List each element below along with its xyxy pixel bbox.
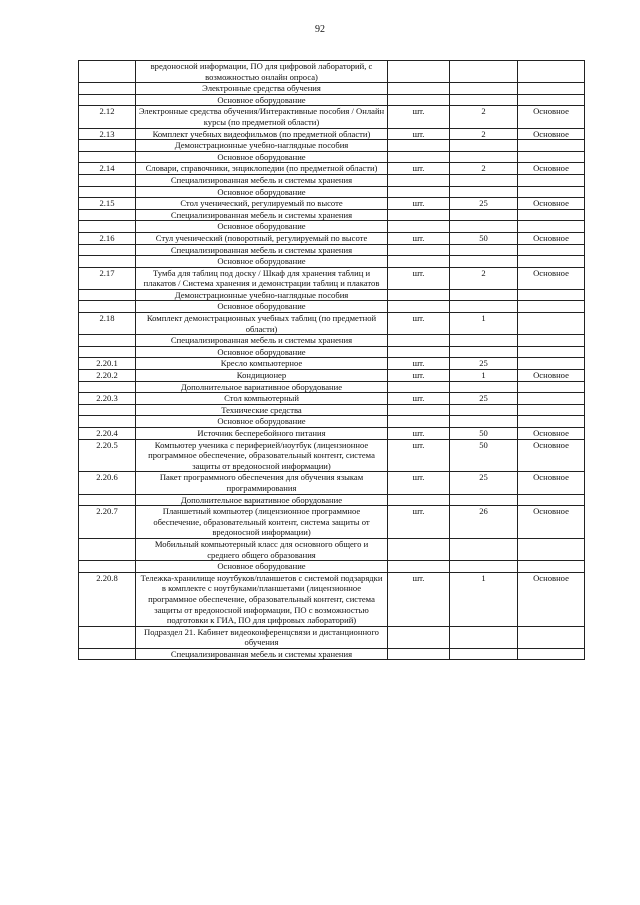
section-row (79, 346, 585, 358)
section-empty-num-cell (79, 221, 136, 233)
equipment-table (78, 60, 585, 660)
item-type-cell: Основное (518, 506, 585, 539)
section-empty-type-cell (518, 209, 585, 221)
section-title-cell: Основное оборудование (136, 221, 388, 233)
item-number-cell: 2.20.6 (79, 472, 136, 494)
section-empty-type-cell (518, 416, 585, 428)
section-empty-qty-cell (450, 404, 518, 416)
section-empty-num-cell (79, 244, 136, 256)
section-empty-type-cell (518, 256, 585, 268)
section-title-cell: Демонстрационные учебно-наглядные пособия (136, 140, 388, 152)
section-empty-unit-cell (388, 151, 450, 163)
section-empty-num-cell (79, 174, 136, 186)
section-empty-type-cell (518, 404, 585, 416)
section-empty-unit-cell (388, 648, 450, 660)
section-empty-unit-cell (388, 301, 450, 313)
section-empty-unit-cell (388, 256, 450, 268)
section-title-cell: Специализированная мебель и системы хранения (136, 174, 388, 186)
section-empty-unit-cell (388, 221, 450, 233)
item-name-cell: Планшетный компьютер (лицензионное программное обеспечение, образовательный контент, система защиты от вредоносной информации) (136, 506, 388, 539)
item-unit-cell: шт. (388, 572, 450, 626)
section-empty-type-cell (518, 151, 585, 163)
section-empty-num-cell (79, 494, 136, 506)
item-quantity-cell: 50 (450, 428, 518, 440)
item-row (79, 313, 585, 335)
section-empty-unit-cell (388, 83, 450, 95)
item-number-cell: 2.13 (79, 128, 136, 140)
section-empty-type-cell (518, 494, 585, 506)
section-empty-qty-cell (450, 186, 518, 198)
item-number-cell: 2.20.3 (79, 393, 136, 405)
section-row (79, 626, 585, 648)
section-empty-type-cell (518, 335, 585, 347)
section-row (79, 140, 585, 152)
section-title-cell: Основное оборудование (136, 346, 388, 358)
section-empty-qty-cell (450, 538, 518, 560)
item-number-cell: 2.20.7 (79, 506, 136, 539)
section-empty-num-cell (79, 83, 136, 95)
item-quantity-cell: 2 (450, 163, 518, 175)
item-name-cell: Кондиционер (136, 370, 388, 382)
item-number-cell: 2.15 (79, 198, 136, 210)
item-unit-cell: шт. (388, 267, 450, 289)
section-empty-qty-cell (450, 174, 518, 186)
item-row (79, 572, 585, 626)
item-name-cell: Кресло компьютерное (136, 358, 388, 370)
section-row (79, 335, 585, 347)
section-empty-qty-cell (450, 648, 518, 660)
section-empty-type-cell (518, 221, 585, 233)
section-row (79, 416, 585, 428)
section-empty-num-cell (79, 151, 136, 163)
section-empty-type-cell (518, 626, 585, 648)
section-empty-unit-cell (388, 404, 450, 416)
section-title-cell: Демонстрационные учебно-наглядные пособия (136, 289, 388, 301)
section-empty-qty-cell (450, 335, 518, 347)
section-row (79, 244, 585, 256)
section-empty-qty-cell (450, 626, 518, 648)
section-empty-num-cell (79, 626, 136, 648)
item-number-cell (79, 61, 136, 83)
item-type-cell (518, 313, 585, 335)
section-empty-qty-cell (450, 381, 518, 393)
section-empty-qty-cell (450, 221, 518, 233)
section-row (79, 301, 585, 313)
section-empty-unit-cell (388, 289, 450, 301)
section-empty-num-cell (79, 289, 136, 301)
section-title-cell: Подраздел 21. Кабинет видеоконференцсвязи и дистанционного обучения (136, 626, 388, 648)
item-row (79, 232, 585, 244)
item-unit-cell: шт. (388, 393, 450, 405)
section-empty-num-cell (79, 538, 136, 560)
section-title-cell: Специализированная мебель и системы хранения (136, 335, 388, 347)
section-empty-qty-cell (450, 301, 518, 313)
section-empty-num-cell (79, 140, 136, 152)
section-empty-type-cell (518, 561, 585, 573)
section-empty-qty-cell (450, 151, 518, 163)
item-number-cell: 2.20.4 (79, 428, 136, 440)
section-empty-type-cell (518, 346, 585, 358)
section-empty-qty-cell (450, 94, 518, 106)
item-name-cell: Тележка-хранилище ноутбуков/планшетов с системой подзарядки в комплекте с ноутбуками/планшетами (лицензионное программное обеспечение, образовательный контент, система защиты от вредоносной информации, ПО с возможностью подготовки к ГИА, ПО для цифровых лабораторий) (136, 572, 388, 626)
section-empty-num-cell (79, 256, 136, 268)
item-type-cell: Основное (518, 439, 585, 472)
item-type-cell: Основное (518, 163, 585, 175)
section-empty-type-cell (518, 244, 585, 256)
item-name-cell: Комплект учебных видеофильмов (по предметной области) (136, 128, 388, 140)
section-title-cell: Основное оборудование (136, 416, 388, 428)
section-empty-num-cell (79, 561, 136, 573)
section-row (79, 83, 585, 95)
item-unit-cell: шт. (388, 370, 450, 382)
section-row (79, 538, 585, 560)
page-number: 92 (315, 24, 325, 35)
section-empty-unit-cell (388, 94, 450, 106)
item-unit-cell (388, 61, 450, 83)
item-name-cell: Компьютер ученика с периферией/ноутбук (лицензионное программное обеспечение, образовательный контент, система защиты от вредоносной информации) (136, 439, 388, 472)
item-number-cell: 2.17 (79, 267, 136, 289)
item-quantity-cell: 1 (450, 572, 518, 626)
item-quantity-cell (450, 61, 518, 83)
item-quantity-cell: 25 (450, 393, 518, 405)
item-quantity-cell: 2 (450, 106, 518, 128)
item-row (79, 198, 585, 210)
section-empty-qty-cell (450, 416, 518, 428)
section-empty-num-cell (79, 94, 136, 106)
item-name-cell: Пакет программного обеспечения для обучения языкам программирования (136, 472, 388, 494)
item-name-cell: вредоносной информации, ПО для цифровой лабораторий, с возможностью онлайн опроса) (136, 61, 388, 83)
section-title-cell: Специализированная мебель и системы хранения (136, 244, 388, 256)
section-empty-type-cell (518, 83, 585, 95)
item-unit-cell: шт. (388, 472, 450, 494)
item-row (79, 472, 585, 494)
item-row (79, 163, 585, 175)
item-quantity-cell: 50 (450, 439, 518, 472)
section-empty-qty-cell (450, 494, 518, 506)
section-title-cell: Мобильный компьютерный класс для основного общего и среднего общего образования (136, 538, 388, 560)
section-row (79, 256, 585, 268)
item-number-cell: 2.16 (79, 232, 136, 244)
section-row (79, 381, 585, 393)
item-unit-cell: шт. (388, 506, 450, 539)
item-row (79, 428, 585, 440)
section-empty-type-cell (518, 538, 585, 560)
item-quantity-cell: 2 (450, 267, 518, 289)
item-number-cell: 2.12 (79, 106, 136, 128)
section-row (79, 186, 585, 198)
item-row (79, 61, 585, 83)
item-type-cell: Основное (518, 572, 585, 626)
section-title-cell: Основное оборудование (136, 151, 388, 163)
section-empty-type-cell (518, 186, 585, 198)
item-type-cell: Основное (518, 472, 585, 494)
section-row (79, 151, 585, 163)
section-empty-num-cell (79, 404, 136, 416)
item-unit-cell: шт. (388, 198, 450, 210)
item-name-cell: Тумба для таблиц под доску / Шкаф для хранения таблиц и плакатов / Система хранения и демонстрации таблиц и плакатов (136, 267, 388, 289)
item-row (79, 267, 585, 289)
section-title-cell: Технические средства (136, 404, 388, 416)
item-row (79, 128, 585, 140)
item-type-cell (518, 393, 585, 405)
item-type-cell: Основное (518, 198, 585, 210)
section-empty-type-cell (518, 140, 585, 152)
section-empty-type-cell (518, 94, 585, 106)
section-empty-unit-cell (388, 186, 450, 198)
item-type-cell: Основное (518, 370, 585, 382)
section-title-cell: Основное оборудование (136, 186, 388, 198)
item-unit-cell: шт. (388, 439, 450, 472)
section-empty-qty-cell (450, 209, 518, 221)
item-type-cell: Основное (518, 128, 585, 140)
section-empty-unit-cell (388, 626, 450, 648)
item-row (79, 370, 585, 382)
item-row (79, 106, 585, 128)
item-quantity-cell: 1 (450, 370, 518, 382)
section-title-cell: Электронные средства обучения (136, 83, 388, 95)
section-title-cell: Специализированная мебель и системы хранения (136, 209, 388, 221)
item-type-cell: Основное (518, 267, 585, 289)
section-row (79, 174, 585, 186)
item-quantity-cell: 2 (450, 128, 518, 140)
section-row (79, 494, 585, 506)
item-number-cell: 2.20.2 (79, 370, 136, 382)
section-empty-unit-cell (388, 244, 450, 256)
section-empty-unit-cell (388, 209, 450, 221)
section-row (79, 404, 585, 416)
item-unit-cell: шт. (388, 428, 450, 440)
section-title-cell: Специализированная мебель и системы хранения (136, 648, 388, 660)
section-empty-num-cell (79, 346, 136, 358)
item-type-cell (518, 358, 585, 370)
section-empty-unit-cell (388, 174, 450, 186)
item-quantity-cell: 25 (450, 198, 518, 210)
section-empty-type-cell (518, 174, 585, 186)
section-empty-qty-cell (450, 346, 518, 358)
item-unit-cell: шт. (388, 232, 450, 244)
section-empty-type-cell (518, 301, 585, 313)
item-name-cell: Комплект демонстрационных учебных таблиц (по предметной области) (136, 313, 388, 335)
section-empty-qty-cell (450, 256, 518, 268)
section-empty-num-cell (79, 209, 136, 221)
item-number-cell: 2.20.8 (79, 572, 136, 626)
item-type-cell: Основное (518, 232, 585, 244)
section-empty-unit-cell (388, 561, 450, 573)
section-empty-type-cell (518, 648, 585, 660)
section-empty-qty-cell (450, 140, 518, 152)
item-quantity-cell: 25 (450, 358, 518, 370)
section-empty-qty-cell (450, 561, 518, 573)
section-title-cell: Основное оборудование (136, 561, 388, 573)
item-quantity-cell: 26 (450, 506, 518, 539)
section-row (79, 289, 585, 301)
item-row (79, 358, 585, 370)
section-title-cell: Основное оборудование (136, 94, 388, 106)
section-empty-unit-cell (388, 494, 450, 506)
item-type-cell: Основное (518, 428, 585, 440)
section-empty-qty-cell (450, 83, 518, 95)
section-empty-type-cell (518, 381, 585, 393)
section-empty-unit-cell (388, 346, 450, 358)
item-number-cell: 2.20.1 (79, 358, 136, 370)
item-row (79, 439, 585, 472)
section-title-cell: Дополнительное вариативное оборудование (136, 381, 388, 393)
section-empty-qty-cell (450, 244, 518, 256)
section-empty-unit-cell (388, 140, 450, 152)
item-name-cell: Стул ученический (поворотный, регулируемый по высоте (136, 232, 388, 244)
section-title-cell: Дополнительное вариативное оборудование (136, 494, 388, 506)
section-title-cell: Основное оборудование (136, 256, 388, 268)
section-row (79, 221, 585, 233)
item-unit-cell: шт. (388, 313, 450, 335)
section-empty-unit-cell (388, 381, 450, 393)
item-number-cell: 2.20.5 (79, 439, 136, 472)
item-number-cell: 2.14 (79, 163, 136, 175)
section-empty-unit-cell (388, 538, 450, 560)
item-unit-cell: шт. (388, 106, 450, 128)
section-row (79, 648, 585, 660)
section-empty-num-cell (79, 648, 136, 660)
section-empty-qty-cell (450, 289, 518, 301)
section-row (79, 94, 585, 106)
item-unit-cell: шт. (388, 128, 450, 140)
item-name-cell: Словари, справочники, энциклопедии (по предметной области) (136, 163, 388, 175)
item-type-cell (518, 61, 585, 83)
section-row (79, 209, 585, 221)
section-row (79, 561, 585, 573)
section-empty-num-cell (79, 381, 136, 393)
item-unit-cell: шт. (388, 163, 450, 175)
item-name-cell: Стол ученический, регулируемый по высоте (136, 198, 388, 210)
section-empty-num-cell (79, 301, 136, 313)
item-name-cell: Электронные средства обучения/Интерактивные пособия / Онлайн курсы (по предметной области) (136, 106, 388, 128)
item-number-cell: 2.18 (79, 313, 136, 335)
item-name-cell: Стол компьютерный (136, 393, 388, 405)
item-unit-cell: шт. (388, 358, 450, 370)
section-title-cell: Основное оборудование (136, 301, 388, 313)
equipment-table-body (79, 61, 585, 660)
item-row (79, 506, 585, 539)
section-empty-num-cell (79, 186, 136, 198)
item-type-cell: Основное (518, 106, 585, 128)
section-empty-unit-cell (388, 416, 450, 428)
item-name-cell: Источник бесперебойного питания (136, 428, 388, 440)
item-row (79, 393, 585, 405)
section-empty-type-cell (518, 289, 585, 301)
item-quantity-cell: 1 (450, 313, 518, 335)
item-quantity-cell: 25 (450, 472, 518, 494)
section-empty-num-cell (79, 335, 136, 347)
item-quantity-cell: 50 (450, 232, 518, 244)
section-empty-unit-cell (388, 335, 450, 347)
section-empty-num-cell (79, 416, 136, 428)
